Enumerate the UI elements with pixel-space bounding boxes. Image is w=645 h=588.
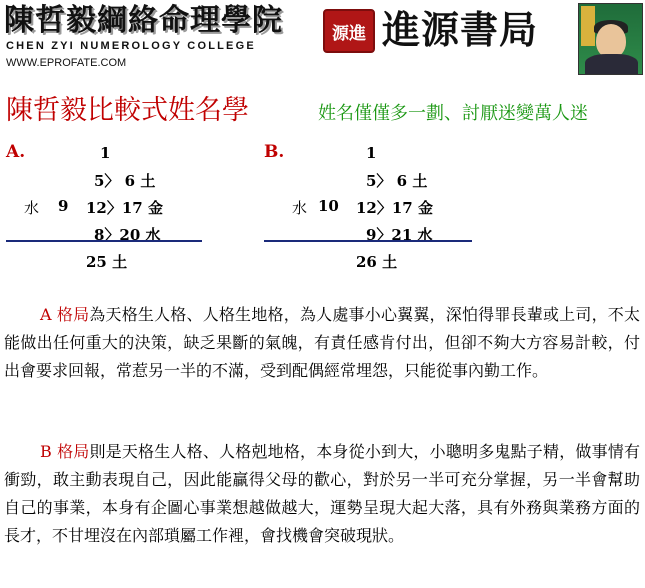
calc-b-row3: 9〉21 水 — [366, 226, 433, 244]
publisher-seal — [323, 9, 375, 53]
page-title: 陳哲毅比較式姓名學 — [6, 95, 249, 126]
page-tagline: 姓名僅僅多一劃、討厭迷變萬人迷 — [318, 103, 588, 124]
calc-b-divider — [264, 240, 472, 242]
college-logo-english: CHEN ZYI NUMEROLOGY COLLEGE — [6, 40, 256, 52]
calc-a-row3: 8〉20 水 — [94, 226, 161, 244]
calc-a-left-element: 水 — [24, 199, 40, 217]
book-cover-image — [578, 3, 643, 75]
seal-char-2: 進 — [349, 23, 366, 44]
calc-b-left-element: 水 — [292, 199, 308, 217]
publisher-name: 進源書局 — [382, 7, 539, 52]
calc-b-row2: 12〉17 金 — [356, 199, 433, 217]
calc-b-total: 26 土 — [356, 253, 398, 271]
calc-b-top: 1 — [366, 144, 377, 162]
calc-a-label: A. — [6, 142, 26, 162]
paragraph-a-term: 格局 — [56, 305, 90, 324]
paragraph-b-term: 格局 — [57, 442, 90, 461]
calc-b-row1: 5〉 6 土 — [366, 172, 428, 190]
calc-a-left-number: 9 — [58, 197, 69, 215]
seal-char-1: 源 — [332, 23, 349, 44]
calc-b-label: B. — [264, 142, 285, 162]
paragraph-a-lead: A — [40, 305, 52, 324]
calc-a-divider — [6, 240, 202, 242]
calc-a-total: 25 土 — [86, 253, 128, 271]
college-logo-title: 陳哲毅綱絡命理學院 — [4, 3, 283, 38]
calc-b-left-number: 10 — [318, 197, 339, 215]
paragraph-a — [4, 301, 640, 385]
website-url[interactable]: WWW.EPROFATE.COM — [6, 57, 127, 69]
calc-a-top: 1 — [100, 144, 111, 162]
paragraph-b — [4, 438, 640, 550]
paragraph-b-text: 則是天格生人格、人格剋地格，本身從小到大，小聰明多鬼點子精，做事情有衝勁，敢主動表現自己，因此能贏得父母的歡心，對於另一半可充分掌握，另一半會幫助自己的事業，本身有企圖心事業想越做越大，運勢呈現大起大落，具有外務與業務方面的長才，不甘埋沒在內部瑣屬工作裡，會找機會突破現狀。 — [4, 442, 640, 545]
paragraph-a-text: 為天格生人格、人格生地格，為人處事小心翼翼，深怕得罪長輩或上司，不太能做出任何重大的決策，缺乏果斷的氣魄，有責任感肯付出，但卻不夠大方容易計較，付出會要求回報，常惹另一半的不滿，受到配偶經常埋怨，只能從事內勤工作。 — [4, 305, 640, 380]
paragraph-b-lead: B — [40, 442, 52, 461]
calc-a-row2: 12〉17 金 — [86, 199, 163, 217]
calc-a-row1: 5〉 6 土 — [94, 172, 156, 190]
